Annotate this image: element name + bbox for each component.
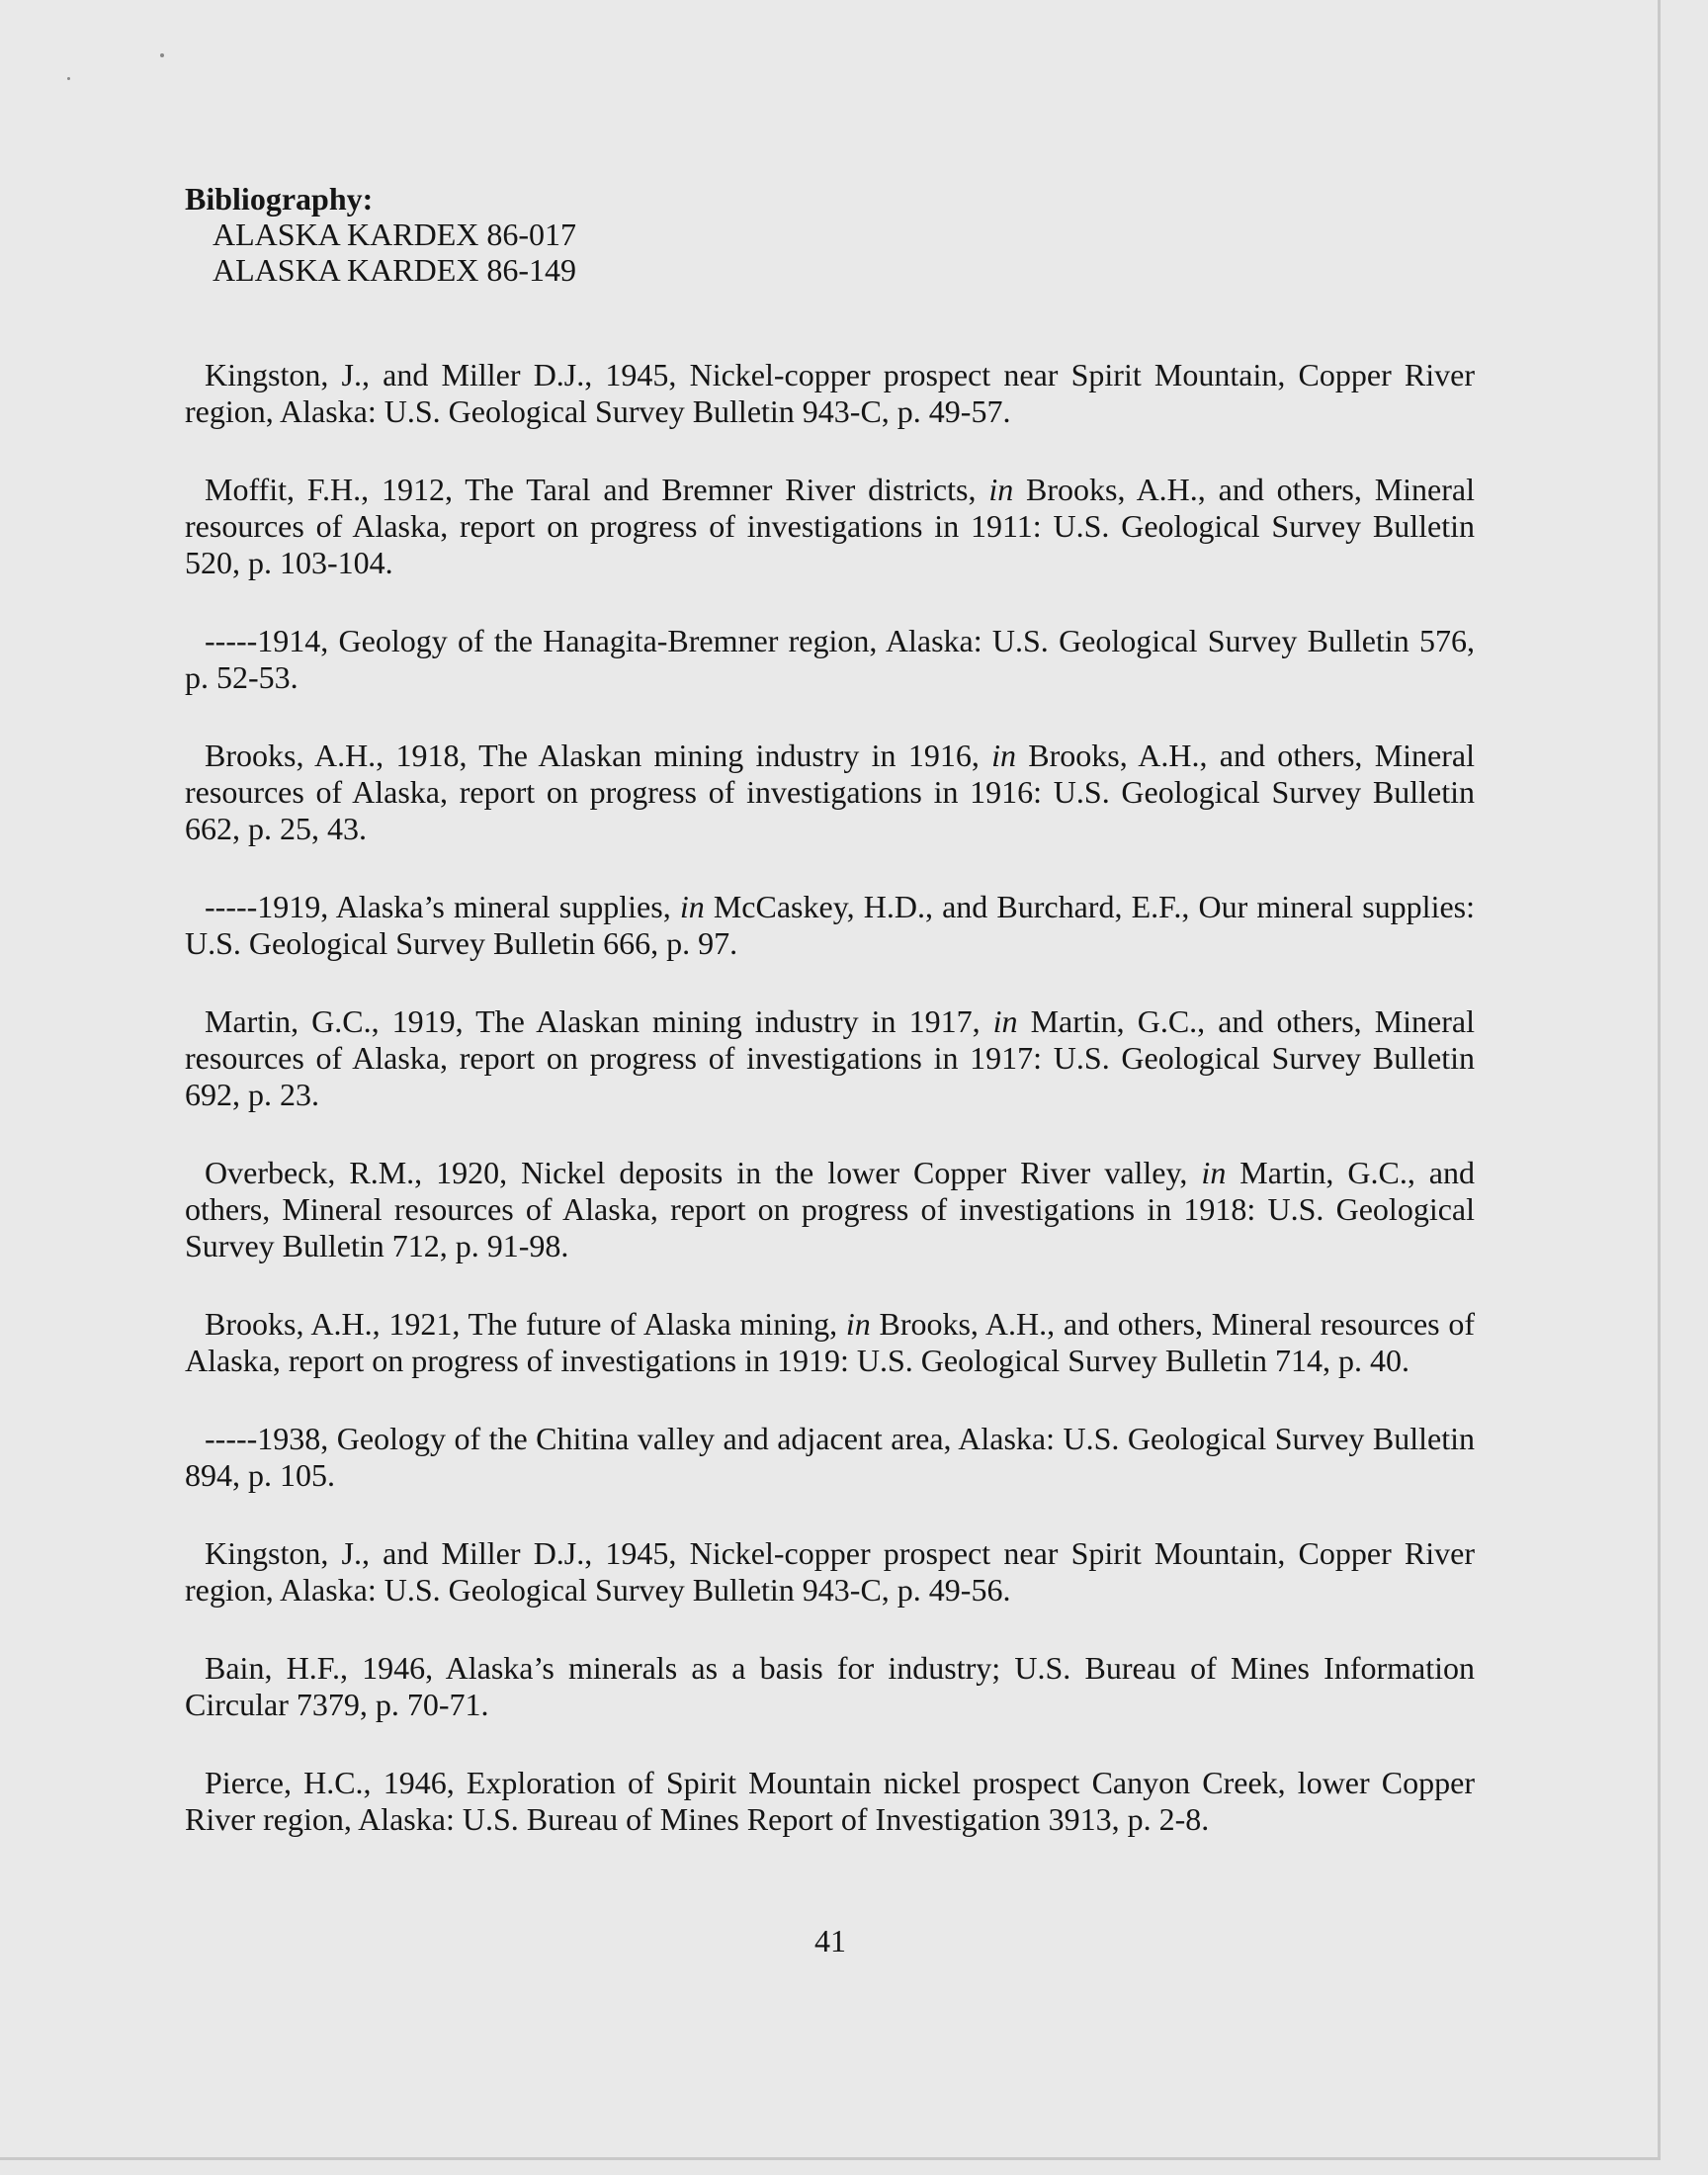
reference-text: Brooks, A.H., and others, Mineral resources of Alaska, report on progress of investigations in 1919: U.S. Geological Survey Bulletin 714, p. 40. (185, 1306, 1476, 1378)
kardex-list (185, 217, 1475, 288)
reference-entry (185, 1155, 1475, 1264)
reference-text: Moffit, F.H., 1912, The Taral and Bremner River districts, (205, 472, 989, 507)
reference-entry (185, 357, 1475, 430)
reference-italic: in (1201, 1155, 1227, 1190)
reference-entry (185, 889, 1475, 962)
reference-text: -----1919, Alaska’s mineral supplies, (205, 889, 680, 924)
reference-text: Overbeck, R.M., 1920, Nickel deposits in the lower Copper River valley, (205, 1155, 1202, 1190)
reference-entry (185, 1003, 1475, 1113)
reference-italic: in (991, 738, 1017, 773)
reference-text: Brooks, A.H., and others, Mineral resources of Alaska, report on progress of investigations in 1911: U.S. Geological Survey Bulletin 520, p. 103-104. (185, 472, 1476, 580)
reference-text: Brooks, A.H., 1918, The Alaskan mining industry in 1916, (205, 738, 992, 773)
reference-text: Martin, G.C., 1919, The Alaskan mining industry in 1917, (205, 1003, 993, 1039)
reference-entry (185, 623, 1475, 696)
kardex-reference: ALASKA KARDEX 86-149 (213, 252, 576, 288)
reference-entry (185, 472, 1475, 581)
scan-speck (160, 53, 164, 57)
reference-entry (185, 1306, 1475, 1379)
reference-italic: in (988, 472, 1014, 507)
reference-entry (185, 1421, 1475, 1494)
reference-entry (185, 1535, 1475, 1609)
reference-text: -----1938, Geology of the Chitina valley and adjacent area, Alaska: U.S. Geological Survey Bulletin 894, p. 105. (185, 1421, 1475, 1493)
bibliography-section (185, 181, 1475, 1879)
reference-text: Martin, G.C., and others, Mineral resources of Alaska, report on progress of investigations in 1918: U.S. Geological Survey Bulletin 712, p. 91-98. (185, 1155, 1476, 1263)
reference-text: -----1914, Geology of the Hanagita-Bremner region, Alaska: U.S. Geological Survey Bulletin 576, p. 52-53. (185, 623, 1475, 695)
kardex-reference: ALASKA KARDEX 86-017 (213, 217, 576, 252)
reference-text: Brooks, A.H., and others, Mineral resources of Alaska, report on progress of investigations in 1916: U.S. Geological Survey Bulletin 662, p. 25, 43. (185, 738, 1476, 846)
reference-italic: in (992, 1003, 1018, 1039)
reference-italic: in (845, 1306, 871, 1342)
reference-list (185, 357, 1475, 1838)
bibliography-heading: Bibliography: (185, 181, 374, 217)
scan-speck (67, 77, 70, 80)
reference-text: Kingston, J., and Miller D.J., 1945, Nickel-copper prospect near Spirit Mountain, Copper River region, Alaska: U.S. Geological Survey Bulletin 943-C, p. 49-57. (185, 357, 1475, 429)
reference-text: Bain, H.F., 1946, Alaska’s minerals as a basis for industry; U.S. Bureau of Mines Information Circular 7379, p. 70-71. (185, 1650, 1475, 1722)
reference-entry (185, 1765, 1475, 1838)
reference-italic: in (679, 889, 705, 924)
page-number: 41 (814, 1923, 846, 1958)
reference-text: Brooks, A.H., 1921, The future of Alaska mining, (205, 1306, 846, 1342)
reference-text: Kingston, J., and Miller D.J., 1945, Nickel-copper prospect near Spirit Mountain, Copper River region, Alaska: U.S. Geological Survey Bulletin 943-C, p. 49-56. (185, 1535, 1475, 1608)
reference-text: Pierce, H.C., 1946, Exploration of Spirit Mountain nickel prospect Canyon Creek, lower Copper River region, Alaska: U.S. Bureau of Mines Report of Investigation 3913, p. 2-8. (185, 1765, 1475, 1837)
reference-text: McCaskey, H.D., and Burchard, E.F., Our mineral supplies: U.S. Geological Survey Bulletin 666, p. 97. (185, 889, 1476, 961)
reference-entry (185, 738, 1475, 847)
reference-text: Martin, G.C., and others, Mineral resources of Alaska, report on progress of investigations in 1917: U.S. Geological Survey Bulletin 692, p. 23. (185, 1003, 1476, 1112)
reference-entry (185, 1650, 1475, 1723)
